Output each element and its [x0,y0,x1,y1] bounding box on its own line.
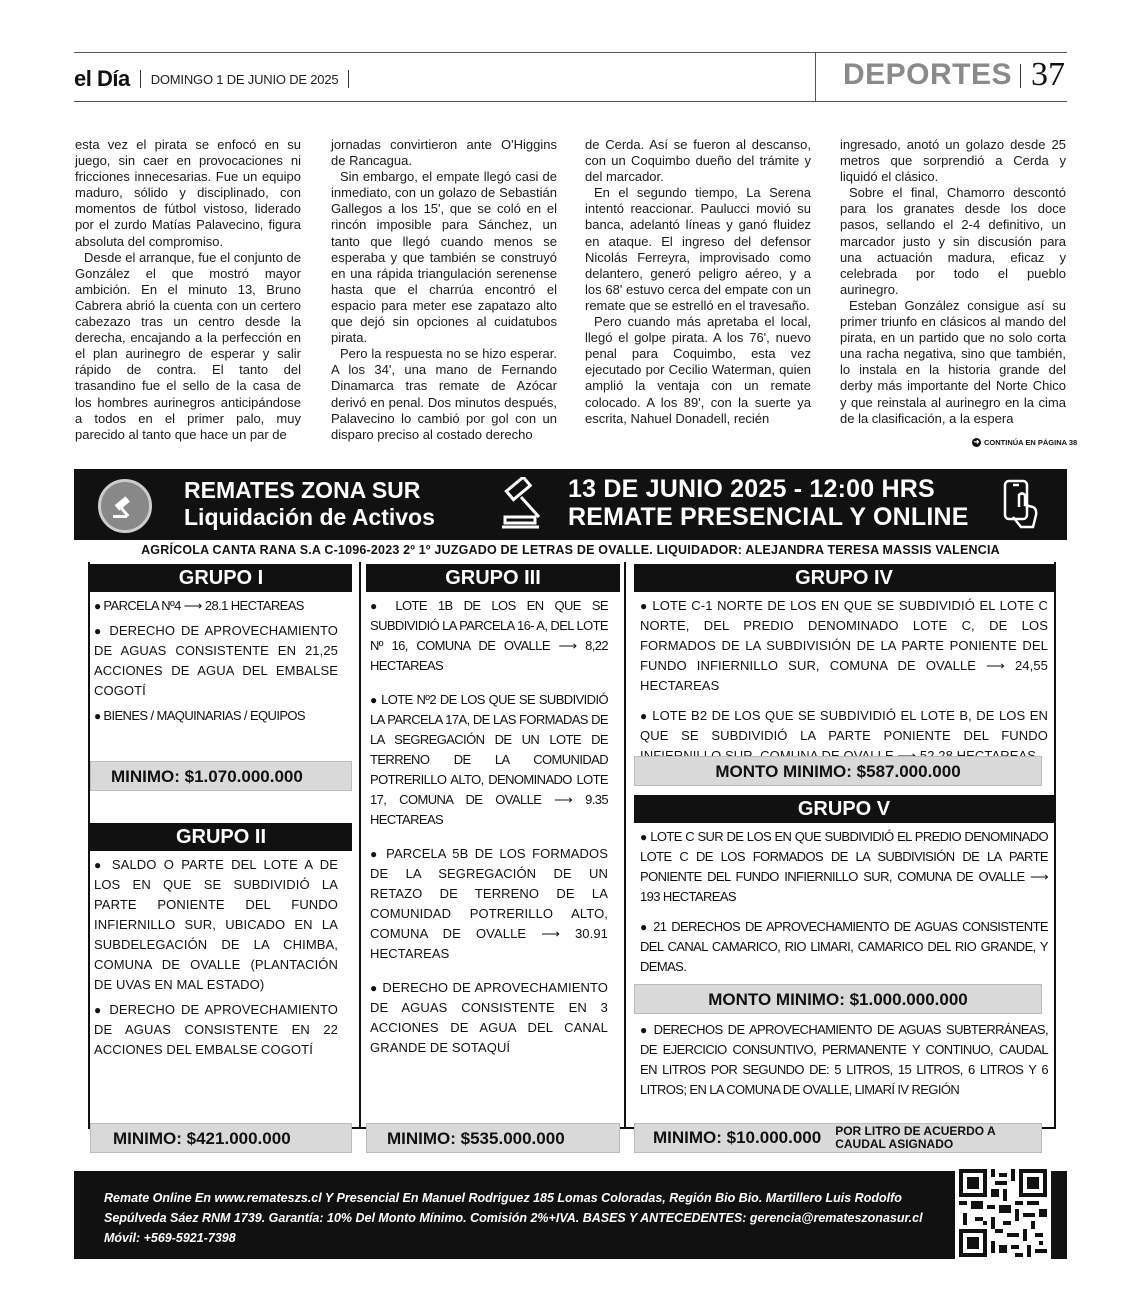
header-divider [815,53,816,101]
group-1-header: GRUPO I [90,564,352,592]
issue-date: DOMINGO 1 DE JUNIO DE 2025 [150,71,339,87]
group-4-header: GRUPO IV [634,564,1054,592]
group-2-header: GRUPO II [90,823,352,851]
section-title: DEPORTES [843,58,1013,91]
column-divider [359,562,361,1129]
article-paragraph: ingresado, anotó un golazo desde 25 metros que sorprendió a Cerda y liquidó el clásico. [840,137,1066,185]
ad-brand-name: REMATES ZONA SUR [184,477,421,503]
ad-banner [74,469,1067,540]
ad-brand-tagline: Liquidación de Activos [184,504,435,530]
header-separator [140,70,141,88]
group-2-items [94,855,338,1065]
article-column-2 [331,137,557,443]
article-paragraph: Pero la respuesta no se hizo esperar. A los 34', una mano de Fernando Dinamarca tras remate de Azócar derivó en penal. Dos minutos después, Palavecino lo cambió por gol con un disparo preciso al costado derecho [331,346,557,442]
group-4-minimum: MONTO MINIMO: $587.000.000 [634,756,1042,786]
arrow-right-icon: ➜ [973,439,980,446]
lot-item: ● LOTE B2 DE LOS QUE SE SUBDIVIDIÓ EL LOTE B, DE LOS EN QUE SE SUBDIVIDIÓ LA PARTE PONIENTE DEL FUNDO [640,706,1048,766]
group-1-items [94,596,338,731]
ad-footer [74,1171,1067,1259]
group-5-extra-minimum [634,1123,1042,1153]
auction-mode: REMATE PRESENCIAL Y ONLINE [568,503,969,531]
group-5-header: GRUPO V [634,795,1054,823]
article-paragraph: Desde el arranque, fue el conjunto de González el que mostró mayor ambición. En el minuto 13, Bruno Cabrera abrió la cuenta con un certero cabezazo tras un centro desde la derecha, encajando a la perfección en el plan aurinegro de esperar y salir rápido de contra. El tanto del trasandino fue el sello de la casa de los hombres aurinegros anticipándose a todos en el primer palo, muy parecido al tanto que hace un par de [75,249,301,442]
lot-item: ● 21 DERECHOS DE APROVECHAMIENTO DE AGUAS CONSISTENTE DEL CANAL CAMARICO, RIO LIMARI, CAMARICO DEL RIO GRANDE, Y DEMAS. [640,917,1048,977]
lot-item: ● LOTE 1B DE LOS EN QUE SE SUBDIVIDIÓ LA PARCELA 16- A, DEL LOTE Nº 16, COMUNA DE OVALLE ⟶ 8,22 HECTAREAS [370,596,608,676]
lot-item: ● BIENES / MAQUINARIAS / EQUIPOS [94,706,338,726]
article-paragraph: Pero cuando más apretaba el local, llegó el golpe pirata. A los 76', nuevo penal para Coquimbo, esta vez ejecutado por Cecilio Waterman, quien amplió la ventaja con un remate colocado. A los 89', con la suerte ya escrita, Nahuel Donadell, recién [585,314,811,426]
header-rule-bottom [74,101,1067,102]
group-5-items [640,827,1048,982]
group-1-minimum: MINIMO: $1.070.000.000 [90,761,352,791]
masthead [74,64,349,94]
minimum-note: POR LITRO DE ACUERDO A CAUDAL ASIGNADO [835,1124,996,1151]
group-3-items [370,596,608,1063]
column-divider [624,562,626,1129]
article-column-1 [75,137,301,443]
article-column-4 [840,137,1066,427]
auction-advertisement [74,469,1067,1259]
article-paragraph: de Cerda. Así se fueron al descanso, con un Coquimbo dueño del trámite y del marcador. [585,137,811,185]
continues-link[interactable] [972,438,1077,447]
page-number: 37 [1031,56,1065,93]
group-2-minimum: MINIMO: $421.000.000 [90,1123,352,1153]
article-paragraph: En el segundo tiempo, La Serena intentó reaccionar. Paulucci movió su banca, adelantó líneas y ganó fluidez en ataque. El ingreso del defensor Nicolás Ferreyra, improvisado como delantero, generó peligro aéreo, y a los 68' estuvo cerca del empate con un remate que se estrelló en el travesaño. [585,185,811,313]
newspaper-logo: el Día [74,66,130,91]
group-5-minimum: MONTO MINIMO: $1.000.000.000 [634,984,1042,1014]
lot-item: ● PARCELA 5B DE LOS FORMADOS DE LA SEGREGACIÓN DE UN RETAZO DE TERRENO DE LA COMUNIDAD POTRERILLO ALTO, COMUNA DE OVALLE ⟶ 30.91 HECTAREAS [370,844,608,964]
lot-item: ● LOTE Nº2 DE LOS QUE SE SUBDIVIDIÓ LA PARCELA 17A, DE LAS FORMADAS DE LA SEGREGACIÓN DE UN LOTE DE TERRENO DE LA COMUNIDAD POTRERILLO ALTO, DENOMINADO LOTE 17, COMUNA DE OVALLE ⟶ 9.35 HECTAREAS [370,690,608,830]
lot-item: ● DERECHO DE APROVECHAMIENTO DE AGUAS CONSISTENTE EN 22 ACCIONES DEL EMBALSE COGOTÍ [94,1000,338,1060]
lot-item: ● LOTE C-1 NORTE DE LOS EN QUE SE SUBDIVIDIÓ EL LOTE C NORTE, DEL PREDIO DENOMINADO LOTE C, DE LOS FORMADOS DE LA SUBDIVISIÓN DE LA PARTE PONIENTE DEL FUNDO INFIERNILLO SUR, COMUNA DE OVALLE ⟶ 24,55 HECTAREAS [640,596,1048,696]
group-5-extra-items [640,1020,1048,1105]
qr-code-icon[interactable] [955,1165,1051,1261]
gavel-badge-icon [98,479,152,533]
lot-item: ● SALDO O PARTE DEL LOTE A DE LOS EN QUE SE SUBDIVIDIÓ LA PARTE PONIENTE DEL FUNDO INFIERNILLO SUR, UBICADO EN LA SUBDELEGACIÓN DE LA CHIMBA, COMUNA DE OVALLE (PLANTACIÓN DE UVAS EN MAL ESTADO) [94,855,338,995]
article-paragraph: esta vez el pirata se enfocó en su juego, sin caer en provocaciones ni fricciones innecesarias. Fue un equipo maduro, sólido y disciplinado, con momentos de fútbol vistoso, liderado por el zurdo Matías Palavecino, figura absoluta del compromiso. [75,137,301,249]
article-paragraph: Sin embargo, el empate llegó casi de inmediato, con un golazo de Sebastián Gallegos a los 15', que se coló en el rincón imposible para Sánchez, un tanto que llegó cuando menos se esperaba y que también se construyó en una rápida triangulación serenense hasta que el charrúa encontró el espacio para meter ese zapatazo alto que dejó sin opciones al cuidatubos pirata. [331,169,557,346]
footer-contact-text: Remate Online En www.remateszs.cl Y Presencial En Manuel Rodriguez 185 Lomas Coloradas, Región Bio Bio. Martillero Luis Rodolfo Sepúlveda Sáez RNM 1739. Garantía: 10% Del Monto Mínimo. Comisión 2%+IVA. BASES Y ANTECEDENTES: gerencia@remateszonasur.cl Móvil: +569-5921-7398 [104,1191,923,1245]
lot-item: ● DERECHO DE APROVECHAMIENTO DE AGUAS CONSISTENTE EN 3 ACCIONES DE AGUA DEL CANAL GRANDE DE SOTAQUÍ [370,978,608,1058]
group-3-minimum: MINIMO: $535.000.000 [366,1123,620,1153]
minimum-amount: MINIMO: $10.000.000 [653,1128,822,1147]
auction-case-info: AGRÍCOLA CANTA RANA S.A C-1096-2023 2º 1º JUZGADO DE LETRAS DE OVALLE. LIQUIDADOR: ALEJANDRA TERESA MASSIS VALENCIA [141,543,1000,557]
auction-date: 13 DE JUNIO 2025 - 12:00 HRS [568,475,935,503]
lot-item: ● LOTE C SUR DE LOS EN QUE SUBDIVIDIÓ EL PREDIO DENOMINADO LOTE C DE LOS FORMADOS DE LA SUBDIVISIÓN DE LA PARTE PONIENTE DEL FUNDO INFIERNILLO SUR, COMUNA DE OVALLE ⟶ 193 HECTAREAS [640,827,1048,907]
article-column-3 [585,137,811,427]
lot-item: ● DERECHO DE APROVECHAMIENTO DE AGUAS CONSISTENTE EN 21,25 ACCIONES DE AGUA DEL EMBALSE COGOTÍ [94,621,338,701]
lot-item: ● DERECHOS DE APROVECHAMIENTO DE AGUAS SUBTERRÁNEAS, DE EJERCICIO CONSUNTIVO, PERMANENTE Y CONTINUO, CAUDAL EN LITROS POR SEGUNDO DE: 5 LITROS, 15 LITROS, 6 LITROS Y 6 LITROS; EN LA COMUNA DE OVALLE, LIMARÍ IV REGIÓN [640,1020,1048,1100]
group-4-items [640,596,1048,771]
gavel-icon [499,477,555,536]
page-number-separator [1020,64,1021,88]
group-3-header: GRUPO III [366,564,620,592]
phone-touch-icon [999,477,1045,538]
article-paragraph: jornadas convirtieron ante O'Higgins de Rancagua. [331,137,557,169]
header-separator [348,70,349,88]
article-paragraph: Sobre el final, Chamorro descontó para los granates desde los doce pasos, sellando el 2-4 definitivo, un marcador justo y sin discusión para una actuación madura, eficaz y celebrada por todo el pueblo aurinegro. [840,185,1066,297]
article-paragraph: Esteban González consigue así su primer triunfo en clásicos al mando del pirata, en un partido que no solo corta una racha negativa, sino que también, lo instala en la historia grande del derby más importante del Norte Chico y que reinstala al aurinegro en la cima de la clasificación, a la espera [840,297,1066,426]
continues-label: CONTINÚA EN PÁGINA 38 [984,438,1078,447]
ad-event [568,475,969,531]
header-rule-top [74,52,1067,53]
ad-brand [184,477,435,531]
lot-item: ● PARCELA Nº4 ⟶ 28.1 HECTAREAS [94,596,338,616]
